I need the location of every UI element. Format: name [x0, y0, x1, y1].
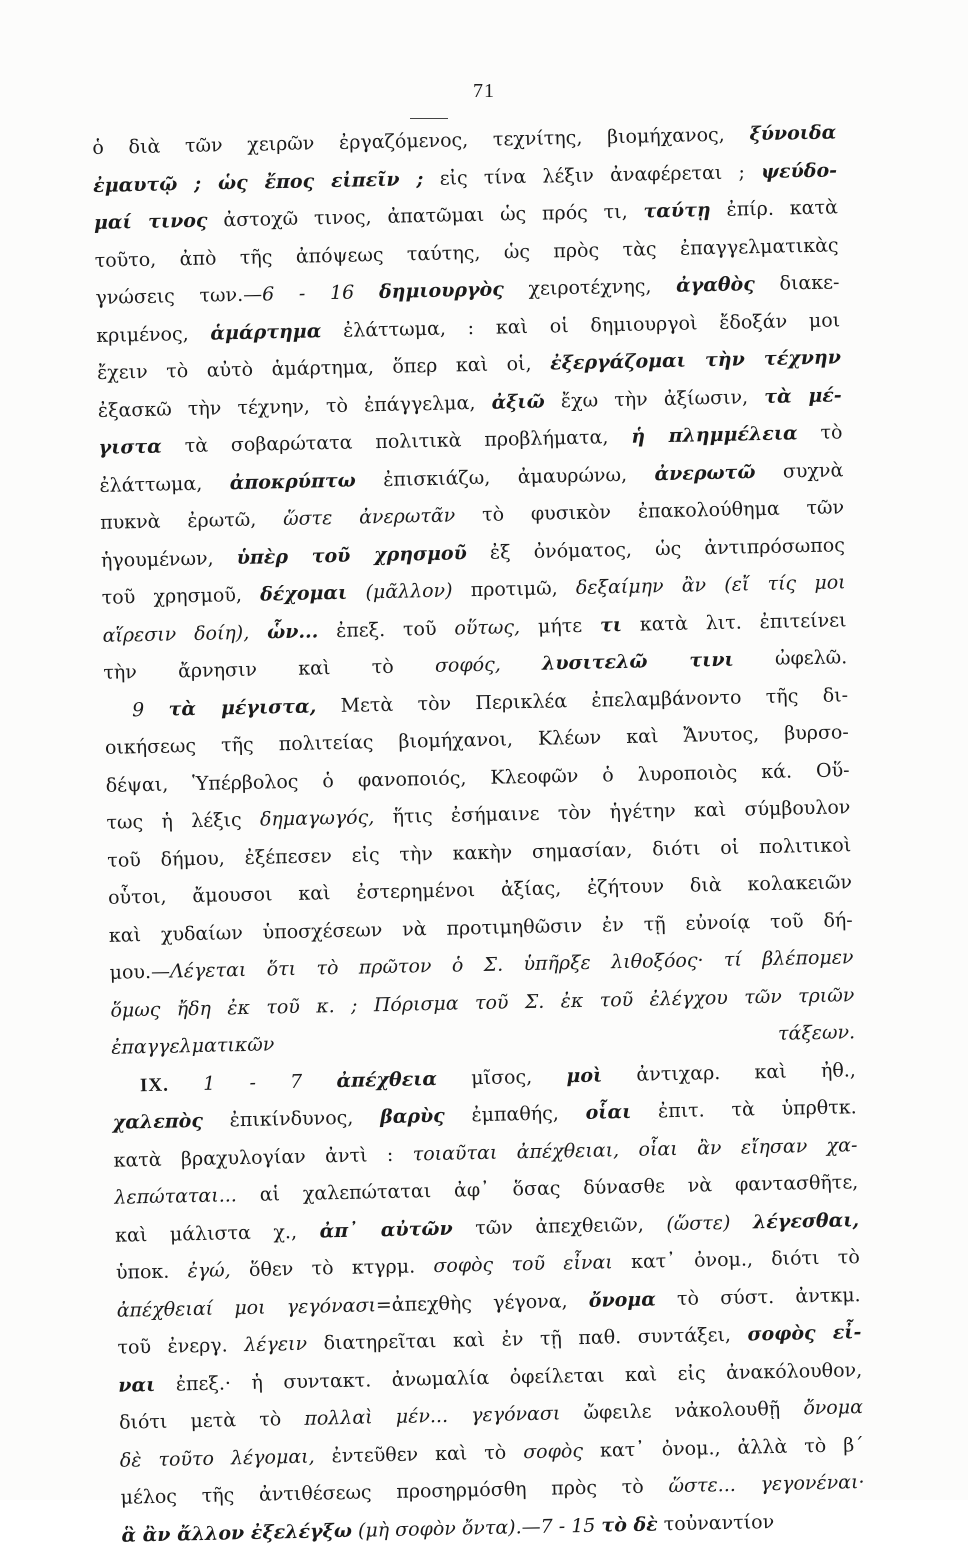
text-segment: [144, 698, 169, 721]
text-segment: μῖσος,: [436, 1064, 567, 1090]
text-segment: διακε-: [754, 271, 840, 296]
text-segment: τοῦτο, ἀπὸ τῆς ἀπόψεως ταύτης, ὡς πρὸς τὰς ἐπαγγελματικὰς: [94, 233, 839, 272]
text-segment: ξύνοιδα: [749, 121, 837, 146]
text-segment: προτιμῶ,: [452, 576, 577, 602]
text-segment: τὸ φυσικὸν ἐπακολούθημα τῶν: [454, 496, 845, 527]
text-segment: ἐπίρ. κατὰ: [710, 196, 839, 222]
text-segment: τὰ σοβαρώτατα πολιτικὰ προβλήματα,: [161, 425, 632, 458]
text-segment: μήτε: [519, 613, 601, 638]
text-segment: ἀντιχαρ. καὶ ἠθ.,: [601, 1058, 857, 1087]
text-segment: λεπώταται...: [114, 1184, 238, 1209]
text-segment: κατ᾽ ὀνομ., διότι τὸ: [612, 1246, 860, 1274]
text-segment: [169, 1072, 204, 1095]
text-segment: δέχομαι: [259, 581, 348, 606]
text-segment: ἡγουμένων,: [100, 546, 237, 572]
text-segment: ἐπεξ. τοῦ: [317, 617, 455, 642]
text-segment: οὗτοι, ἄμουσοι καὶ ἐστερημένοι ἀξίας, ἐζήτουν διὰ κολακειῶν: [107, 871, 853, 909]
text-segment: ὁ διὰ τῶν χειρῶν ἐργαζόμενος, τεχνίτης, βιομήχανος,: [92, 123, 750, 159]
text-segment: μοὶ: [566, 1064, 603, 1087]
text-segment: σοφὸς: [522, 1439, 584, 1463]
text-segment: ἐξ ὀνόματος, ὡς ἀντιπρόσωπος: [466, 533, 846, 564]
text-segment: κατ᾽ ὀνομ., ἀλλὰ τὸ β´: [582, 1433, 864, 1462]
text-segment: καὶ χυδαίων ὑποσχέσεων νὰ προτιμηθῶσιν ἐν τῇ εὐνοίᾳ τοῦ δή-: [108, 908, 853, 947]
text-segment: ἀγαθὸς: [675, 273, 756, 297]
text-segment: ἀπ᾽ αὐτῶν: [319, 1217, 453, 1242]
text-segment: διατηρεῖται καὶ ἐν τῇ παθ. συντάξει,: [306, 1323, 748, 1355]
text-segment: ἔχειν τὸ αὐτὸ ἁμάρτημα, ὅπερ καὶ οἱ,: [96, 352, 551, 384]
text-segment: ΙΧ.: [139, 1074, 170, 1096]
text-segment: —: [521, 1515, 541, 1538]
text-segment: ἡ πλημμέλεια: [631, 422, 798, 448]
text-segment: τὸ σύστ. ἀντκμ.: [655, 1283, 861, 1310]
text-segment: ἐντεῦθεν καὶ τὸ: [314, 1440, 524, 1468]
text-segment: ἀπέχθεια: [336, 1067, 438, 1092]
text-segment: ἁμάρτημα: [210, 319, 322, 345]
text-segment: τοῦ ἐνεργ.: [117, 1334, 245, 1359]
text-segment: ἃ ἂν ἄλλον ἐξελέγξω: [121, 1519, 353, 1547]
text-segment: κριμένος,: [96, 322, 211, 347]
text-segment: αἵρεσιν δοίη),: [102, 620, 268, 647]
text-segment: ἐπαγγελματικῶν τάξεων.: [110, 1021, 856, 1059]
text-segment: [354, 281, 379, 304]
text-segment: ἐπεξ.· ἡ συντακτ. ἀνωμαλία ὀφείλεται καὶ εἰς ἀνακόλουθον,: [155, 1358, 863, 1396]
text-segment: λέγεσθαι,: [752, 1208, 860, 1233]
text-segment: ἐπιτ. τὰ ὑπρθτκ.: [631, 1096, 857, 1123]
text-segment: [302, 1070, 337, 1093]
text-segment: ὑπὲρ τοῦ χρησμοῦ: [236, 541, 467, 569]
text-segment: γιστα: [98, 435, 163, 459]
text-segment: ἐπισκιάζω, ἀμαυρώνω,: [355, 462, 655, 492]
text-segment: ὄνομα: [803, 1396, 864, 1420]
text-segment: ὅμως ἤδη ἐκ τοῦ κ. ; Πόρισμα τοῦ Σ. ἐκ τοῦ ἐλέγχου τῶν τριῶν: [110, 983, 855, 1022]
text-segment: (μᾶλλον): [365, 579, 453, 604]
text-segment: ψεύδο-: [760, 158, 838, 183]
text-segment: Λέγεται ὅτι τὸ πρῶτον ὁ Σ. ὑπῆρξε λιθοξόος· τί βλέπομεν: [169, 946, 854, 983]
text-segment: 7 - 15: [540, 1514, 596, 1538]
text-segment: [347, 581, 366, 603]
text-segment: τοὐναντίον: [657, 1510, 775, 1535]
text-segment: οὕτως,: [454, 615, 521, 640]
text-segment: μέλος τῆς ἀντιθέσεως προσηρμόσθη πρὸς τὸ: [120, 1475, 669, 1509]
text-segment: χαλεπὸς: [112, 1109, 204, 1134]
text-segment: τὰ μέ-: [763, 383, 842, 408]
text-segment: μου.—: [109, 960, 171, 984]
text-segment: ἐξασκῶ τὴν τέχνην, τὸ ἐπάγγελμα,: [97, 391, 492, 422]
text-segment: (ὥστε): [666, 1211, 731, 1235]
text-segment: [730, 1211, 753, 1233]
text-segment: εἰς τίνα λέξιν ἀναφέρεται ;: [423, 160, 762, 190]
text-segment: 1 - 7: [202, 1070, 303, 1095]
text-segment: ὑποκ.: [115, 1260, 188, 1284]
text-segment: [501, 653, 543, 676]
text-segment: =ἀπεχθὴς γέγονα,: [375, 1289, 589, 1316]
text-segment: σοφὸς τοῦ εἶναι: [433, 1251, 613, 1278]
text-segment: ἐξεργάζομαι τὴν τέχνην: [549, 346, 842, 375]
text-segment: χειροτέχνης,: [503, 274, 677, 301]
text-segment: κατὰ βραχυλογίαν ἀντὶ :: [113, 1143, 413, 1172]
text-segment: ὄνομα: [588, 1287, 657, 1312]
text-segment: ἐμπαθής,: [444, 1101, 586, 1127]
text-segment: λέγειν: [244, 1332, 308, 1357]
page-number: 71: [473, 80, 495, 102]
text-segment: τοῦ δήμου, ἐξέπεσεν εἰς τὴν κακὴν σημασίαν, διότι οἱ πολιτικοὶ: [107, 833, 852, 872]
text-segment: ἀστοχῶ τινος, ἀπατῶμαι ὡς πρός τι,: [207, 200, 644, 232]
text-segment: ἐγώ,: [187, 1259, 231, 1283]
text-segment: (μὴ σοφὸν ὄντα).: [357, 1515, 522, 1542]
text-segment: οἷαι: [585, 1100, 632, 1124]
text-segment: συχνὰ: [755, 458, 844, 483]
text-segment: τὸ δὲ: [601, 1512, 658, 1537]
text-segment: σοφός,: [434, 653, 501, 677]
text-segment: δέψαι, Ὑπέρβολος ὁ φανοποιός, Κλεοφῶν ὁ λυροποιὸς κά. Οὕ-: [105, 758, 850, 797]
text-segment: μαί τινος: [93, 209, 208, 234]
text-segment: ἀπέχθειαί μοι γεγόνασι: [116, 1293, 377, 1322]
text-segment: οικήσεως τῆς πολιτείας βιομήχανοι, Κλέων καὶ Ἄνυτος, βυρσο-: [104, 721, 850, 759]
text-segment: ἔχω τὴν ἀξίωσιν,: [544, 385, 765, 413]
text-segment: ἀξιῶ: [491, 390, 545, 414]
text-segment: δὲ τοῦτο λέγομαι,: [119, 1445, 315, 1472]
text-segment: δεξαίμην ἂν (εἴ τίς μοι: [575, 571, 846, 599]
text-segment: τὸ: [797, 421, 843, 445]
text-segment: βαρὺς: [379, 1104, 445, 1129]
text-segment: γνώσεις των.—: [95, 283, 263, 309]
text-segment: τοιαῦται ἀπέχθειαι, οἷαι ἂν εἴησαν χα-: [412, 1133, 858, 1166]
text-segment: 6 - 16: [261, 281, 355, 306]
text-segment: τι: [599, 613, 623, 636]
text-segment: ναι: [118, 1373, 156, 1397]
text-segment: ταύτῃ: [643, 199, 711, 223]
text-segment: ἐλάττωμα,: [99, 471, 230, 497]
text-segment: 9: [131, 698, 145, 721]
text-segment: δημαγωγός,: [259, 806, 375, 831]
text-segment: ὧν...: [266, 619, 319, 643]
page-number-rule: [410, 118, 448, 119]
text-segment: τὰ μέγιστα,: [168, 694, 317, 721]
text-segment: ἥτις ἐσήμαινε τὸν ἡγέτην καὶ σύμβουλον: [374, 796, 851, 829]
text-segment: τως ἡ λέξις: [106, 808, 261, 834]
text-segment: ὤφειλε νἀκολουθῇ: [560, 1397, 804, 1425]
text-segment: ἐμαυτῷ ; ὡς ἔπος εἰπεῖν ;: [92, 167, 424, 197]
text-segment: ἀνερωτῶ: [654, 460, 756, 485]
text-segment: ἀποκρύπτω: [229, 469, 356, 494]
text-segment: τοῦ χρησμοῦ,: [101, 583, 261, 609]
text-segment: λυσιτελῶ τινι: [541, 648, 734, 675]
text-segment: Μετὰ τὸν Περικλέα ἐπελαμβάνοντο τῆς δι-: [315, 683, 849, 717]
text-segment: πολλαὶ μέν... γεγόνασι: [304, 1402, 561, 1430]
text-segment: ὥστε... γεγονέναι·: [668, 1471, 865, 1498]
text-segment: πυκνὰ ἐρωτῶ,: [100, 508, 284, 534]
text-segment: αἱ χαλεπώταται ἀφ᾽ ὅσας δύνασθε νὰ φαντασθῆτε,: [236, 1171, 859, 1207]
text-segment: διότι μετὰ τὸ: [118, 1407, 305, 1434]
text-segment: τῶν ἀπεχθειῶν,: [452, 1212, 667, 1240]
text-segment: κατὰ λιτ. ἐπιτείνει: [621, 608, 847, 636]
text-segment: καὶ μάλιστα χ.,: [114, 1219, 320, 1247]
commentary-text: [92, 114, 866, 1554]
text-segment: σοφὸς εἶ-: [747, 1321, 862, 1346]
text-segment: ὠφελῶ.: [733, 646, 848, 671]
text-segment: ὅθεν τὸ κτγρμ.: [230, 1255, 434, 1282]
text-segment: ἐλάττωμα, : καὶ οἱ δημιουργοὶ ἔδοξάν μοι: [321, 308, 841, 342]
text-segment: ἐπικίνδυνος,: [202, 1106, 381, 1132]
text-segment: ὥστε ἀνερωτᾶν: [282, 504, 456, 531]
text-segment: τὴν ἄρνησιν καὶ τὸ: [103, 654, 436, 684]
text-segment: δημιουργὸς: [378, 278, 505, 304]
